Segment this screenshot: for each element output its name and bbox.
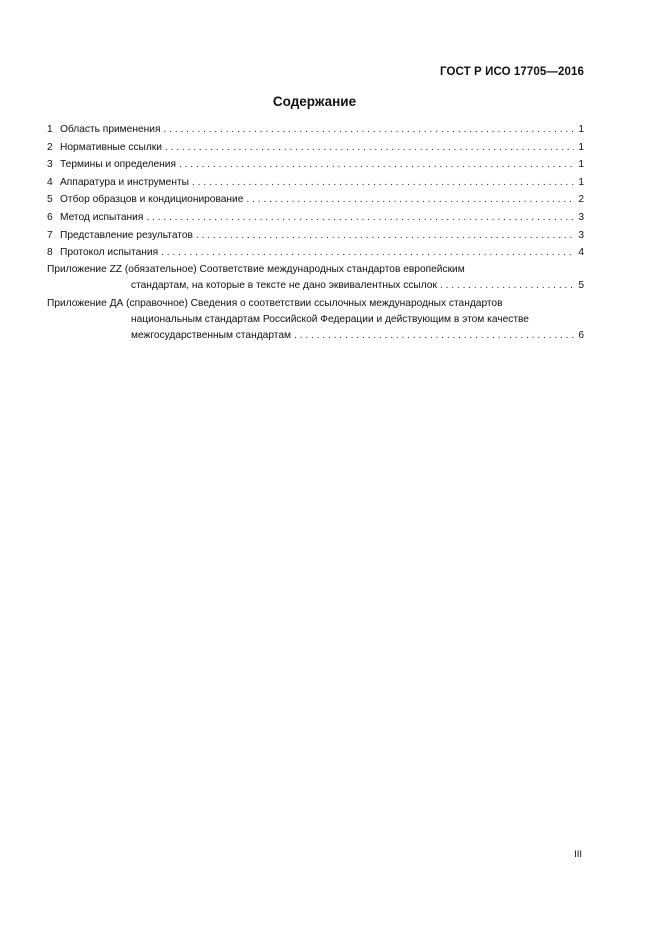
toc-item-6[interactable] bbox=[47, 209, 584, 227]
toc-item-1[interactable] bbox=[47, 121, 584, 139]
toc-item-number: 4 bbox=[47, 176, 53, 188]
dot-leader bbox=[146, 209, 574, 227]
toc-item-title: Нормативные ссылки bbox=[60, 141, 162, 153]
toc-item-title: Протокол испытания bbox=[60, 247, 159, 259]
table-of-contents bbox=[47, 121, 584, 344]
toc-item-page: 1 bbox=[578, 159, 584, 171]
toc-item-number: 5 bbox=[47, 194, 53, 206]
toc-item-page: 2 bbox=[578, 194, 584, 206]
toc-item-number: 7 bbox=[47, 229, 53, 241]
appendix-title-line: Приложение ДА (справочное) Сведения о соответствии ссылочных международных стандартов bbox=[47, 297, 503, 309]
toc-item-title: Аппаратура и инструменты bbox=[60, 176, 189, 188]
toc-item-number: 6 bbox=[47, 211, 53, 223]
appendix-last-line bbox=[131, 328, 584, 344]
dot-leader bbox=[179, 156, 574, 174]
toc-item-page: 5 bbox=[578, 279, 584, 291]
dot-leader bbox=[440, 278, 574, 294]
toc-item-page: 1 bbox=[578, 124, 584, 135]
toc-item-page: 3 bbox=[578, 229, 584, 241]
dot-leader bbox=[192, 174, 574, 192]
appendix-title-continuation: стандартам, на которые в тексте не дано эквивалентных ссылок bbox=[131, 279, 437, 291]
toc-item-title: Представление результатов bbox=[60, 229, 193, 241]
toc-item-title: Область применения bbox=[60, 124, 161, 135]
appendix-last-line bbox=[131, 278, 584, 294]
toc-item-number: 3 bbox=[47, 159, 53, 171]
toc-item-3[interactable] bbox=[47, 156, 584, 174]
toc-item-page: 1 bbox=[578, 141, 584, 153]
toc-item-page: 4 bbox=[578, 247, 584, 259]
document-code: ГОСТ Р ИСО 17705—2016 bbox=[439, 66, 584, 78]
appendix-title-continuation: национальным стандартам Российской Федерации и действующим в этом качестве bbox=[131, 313, 529, 325]
dot-leader bbox=[246, 191, 574, 209]
page-number: III bbox=[574, 849, 582, 860]
toc-item-5[interactable] bbox=[47, 191, 584, 209]
toc-item-8[interactable] bbox=[47, 244, 584, 262]
toc-item-2[interactable] bbox=[47, 139, 584, 157]
appendix-title-continuation: межгосударственным стандартам bbox=[131, 329, 291, 341]
dot-leader bbox=[165, 139, 574, 157]
toc-item-7[interactable] bbox=[47, 227, 584, 245]
dot-leader bbox=[163, 121, 574, 139]
toc-item-title: Термины и определения bbox=[60, 159, 176, 171]
dot-leader bbox=[161, 244, 574, 262]
toc-title: Содержание bbox=[272, 94, 357, 109]
toc-item-page: 6 bbox=[578, 329, 584, 341]
toc-item-number: 8 bbox=[47, 247, 53, 259]
appendix-title-line: Приложение ZZ (обязательное) Соответствие международных стандартов европейским bbox=[47, 263, 465, 275]
toc-item-title: Отбор образцов и кондиционирование bbox=[60, 194, 244, 206]
toc-appendix-zz[interactable] bbox=[47, 262, 584, 294]
toc-item-number: 1 bbox=[47, 124, 53, 135]
dot-leader bbox=[196, 227, 574, 245]
toc-item-4[interactable] bbox=[47, 174, 584, 192]
toc-item-page: 3 bbox=[578, 211, 584, 223]
toc-item-page: 1 bbox=[578, 176, 584, 188]
toc-appendix-da[interactable] bbox=[47, 296, 584, 344]
toc-item-title: Метод испытания bbox=[60, 211, 144, 223]
toc-item-number: 2 bbox=[47, 141, 53, 153]
dot-leader bbox=[294, 328, 574, 344]
